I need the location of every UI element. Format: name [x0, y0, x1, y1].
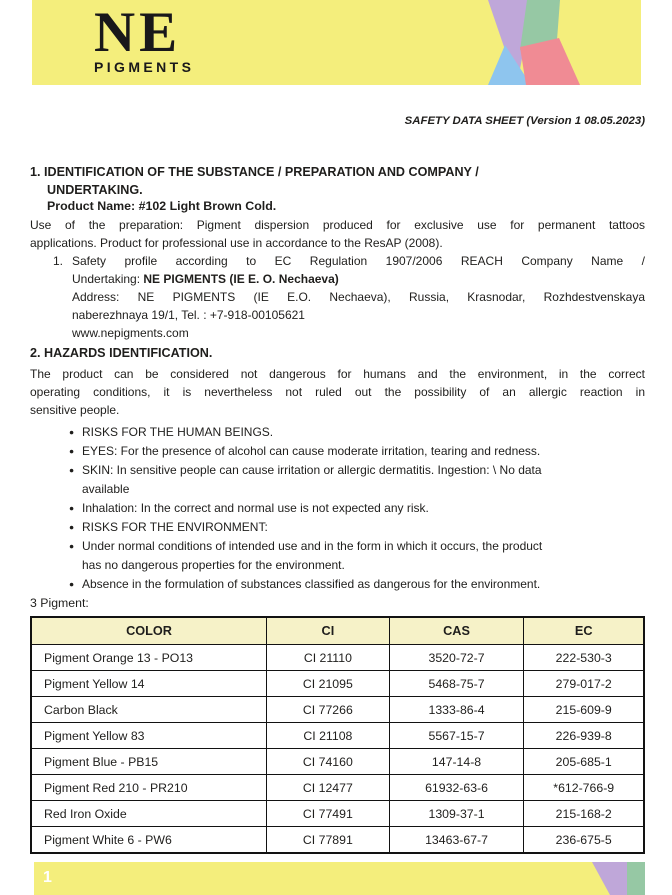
table-cell: 1309-37-1 — [389, 801, 524, 827]
product-name: Product Name: #102 Light Brown Cold. — [47, 199, 277, 213]
section1-heading — [30, 163, 645, 199]
table-row — [31, 671, 644, 697]
footer-bar — [34, 862, 645, 895]
header-banner — [32, 0, 641, 85]
table-cell: Pigment Yellow 83 — [31, 723, 267, 749]
document-body — [30, 163, 645, 854]
table-header-row — [31, 617, 644, 645]
list-number: 1. — [53, 254, 64, 268]
doc-version-line: SAFETY DATA SHEET (Version 1 08.05.2023) — [404, 115, 645, 127]
table-cell: Pigment Yellow 14 — [31, 671, 267, 697]
table-cell: Pigment Blue - PB15 — [31, 749, 267, 775]
text-line: The product can be considered not dangerous for humans and the environment, in the correct — [30, 367, 645, 381]
text-line: ● RISKS FOR THE HUMAN BEINGS. — [82, 425, 274, 439]
table-cell: CI 21108 — [267, 723, 390, 749]
table-cell: Pigment Orange 13 - PO13 — [31, 645, 267, 671]
table-cell: 236-675-5 — [524, 827, 644, 854]
table-cell: 226-939-8 — [524, 723, 644, 749]
text-line: sensitive people. — [30, 403, 120, 417]
text-line: available — [82, 482, 130, 496]
text-line: ● Absence in the formulation of substances classified as dangerous for the environment. — [82, 577, 541, 591]
pigments-table — [30, 616, 645, 854]
table-cell: 205-685-1 — [524, 749, 644, 775]
table-row — [31, 749, 644, 775]
text-line: ● Inhalation: In the correct and normal use is not expected any risk. — [82, 501, 429, 515]
table-cell: 222-530-3 — [524, 645, 644, 671]
text-line: Safety profile according to EC Regulation 1907/2006 REACH Company Name / — [72, 254, 645, 268]
table-cell: CI 77266 — [267, 697, 390, 723]
text-line: has no dangerous properties for the environment. — [82, 558, 345, 572]
table-cell: 279-017-2 — [524, 671, 644, 697]
page-number: 1 — [43, 869, 52, 886]
table-cell: Pigment White 6 - PW6 — [31, 827, 267, 854]
table-cell: CI 77491 — [267, 801, 390, 827]
table-cell: 3520-72-7 — [389, 645, 524, 671]
header-decorative-shapes-icon — [482, 0, 642, 85]
table-cell: Carbon Black — [31, 697, 267, 723]
section2-heading: 2. HAZARDS IDENTIFICATION. — [30, 346, 213, 360]
plain-text: Undertaking: — [72, 272, 144, 286]
footer-decorative-shapes-icon — [34, 862, 645, 895]
table-cell: 215-609-9 — [524, 697, 644, 723]
pink-quad-icon — [520, 38, 580, 85]
table-cell: 215-168-2 — [524, 801, 644, 827]
bullet-item — [30, 537, 645, 575]
hazards-bullet-list — [30, 423, 645, 594]
table-cell: CI 12477 — [267, 775, 390, 801]
table-cell: CI 21095 — [267, 671, 390, 697]
text-line: Address: NE PIGMENTS (IE E.O. Nechaeva), Russia, Krasnodar, Rozhdestvenskaya — [72, 290, 645, 304]
bullet-item — [30, 518, 645, 537]
text-line: ● SKIN: In sensitive people can cause irritation or allergic dermatitis. Ingestion: \ No data — [82, 463, 542, 477]
table-cell: 5468-75-7 — [389, 671, 524, 697]
safety-profile-item — [30, 252, 645, 342]
text-line: operating conditions, it is nevertheless not ruled out the possibility of an allergic reaction in — [30, 385, 645, 399]
pigments-label: 3 Pigment: — [30, 596, 89, 610]
table-cell: Pigment Red 210 - PR210 — [31, 775, 267, 801]
text-line: UNDERTAKING. — [47, 183, 143, 197]
text-line: naberezhnaya 19/1, Tel. : +7-918-00105621 — [72, 308, 305, 322]
bullet-item — [30, 423, 645, 442]
bullet-item — [30, 461, 645, 499]
column-header: CI — [267, 617, 390, 645]
table-cell: 5567-15-7 — [389, 723, 524, 749]
safety-profile-text — [72, 252, 645, 342]
green-rect-icon — [627, 862, 645, 895]
table-cell: CI 21110 — [267, 645, 390, 671]
brand-logo — [94, 1, 195, 75]
text-line: 1. IDENTIFICATION OF THE SUBSTANCE / PREPARATION AND COMPANY / — [30, 165, 479, 179]
table-cell: 147-14-8 — [389, 749, 524, 775]
text-line: ● EYES: For the presence of alcohol can cause moderate irritation, tearing and redness. — [82, 444, 541, 458]
bullet-item — [30, 442, 645, 461]
text-line: applications. Product for professional use in accordance to the ResAP (2008). — [30, 236, 443, 250]
table-cell: 61932-63-6 — [389, 775, 524, 801]
brand-logo-text: NE — [94, 1, 182, 64]
table-row — [31, 645, 644, 671]
text-line: ● Under normal conditions of intended use and in the form in which it occurs, the product — [82, 539, 543, 553]
text-line: www.nepigments.com — [72, 326, 189, 340]
bullet-item — [30, 499, 645, 518]
table-cell: 13463-67-7 — [389, 827, 524, 854]
bullet-item — [30, 575, 645, 594]
table-row — [31, 801, 644, 827]
table-cell: CI 77891 — [267, 827, 390, 854]
table-cell: 1333-86-4 — [389, 697, 524, 723]
table-cell: CI 74160 — [267, 749, 390, 775]
table-cell: Red Iron Oxide — [31, 801, 267, 827]
brand-logo-subtext: PIGMENTS — [94, 59, 195, 75]
text-line — [72, 270, 645, 288]
text-line: Use of the preparation: Pigment dispersion produced for exclusive use for permanent tattoos — [30, 218, 645, 232]
column-header: CAS — [389, 617, 524, 645]
table-row — [31, 827, 644, 854]
use-of-preparation-paragraph — [30, 216, 645, 252]
table-row — [31, 723, 644, 749]
purple-trapezoid-icon — [592, 862, 627, 895]
column-header: COLOR — [31, 617, 267, 645]
text-line: ● RISKS FOR THE ENVIRONMENT: — [82, 520, 268, 534]
column-header: EC — [524, 617, 644, 645]
table-row — [31, 775, 644, 801]
bold-text: NE PIGMENTS (IE E. O. Nechaeva) — [143, 272, 339, 286]
table-row — [31, 697, 644, 723]
hazards-intro-paragraph — [30, 365, 645, 419]
table-cell: *612-766-9 — [524, 775, 644, 801]
